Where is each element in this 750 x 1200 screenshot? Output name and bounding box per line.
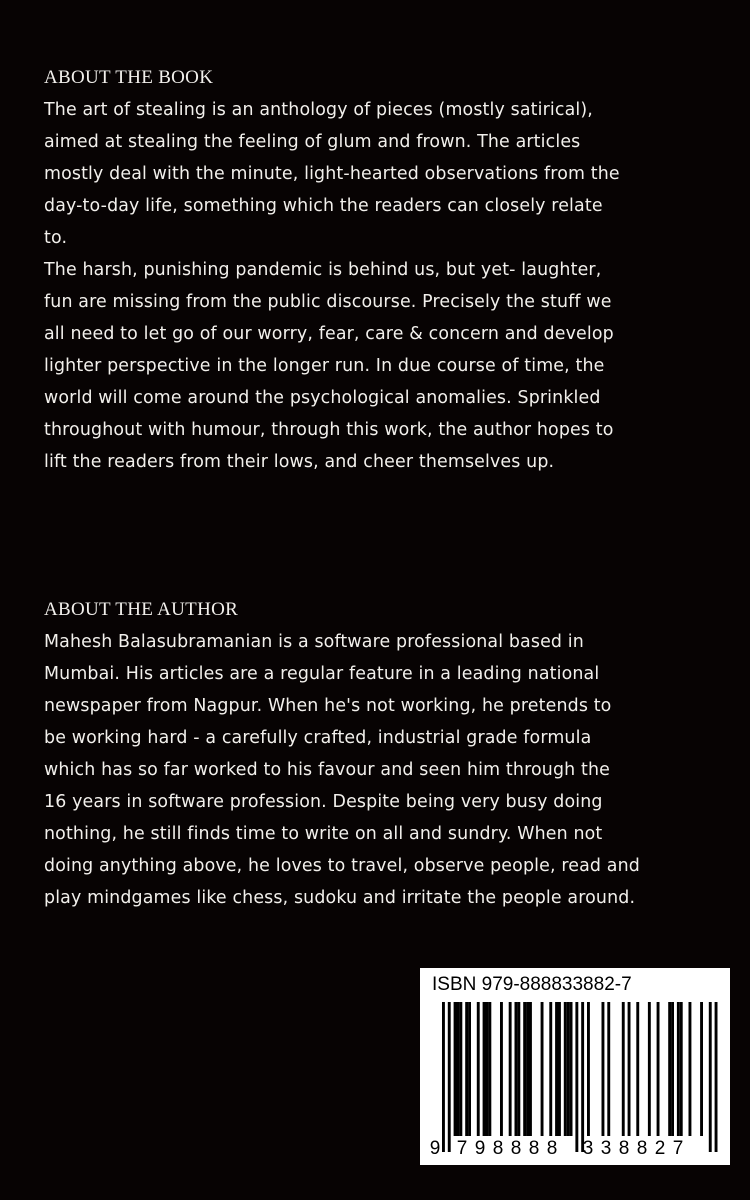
isbn-label: ISBN 979-888833882-7 bbox=[432, 974, 632, 995]
barcode-bar bbox=[567, 1002, 570, 1136]
barcode-bar bbox=[526, 1002, 529, 1136]
barcode-bar bbox=[465, 1002, 468, 1136]
barcode-guard-bar bbox=[442, 1002, 445, 1152]
barcode-bar bbox=[477, 1002, 480, 1136]
barcode-digit: 8 bbox=[510, 1138, 522, 1159]
about-author-line: which has so far worked to his favour and seen him through the bbox=[44, 760, 610, 780]
barcode-bars bbox=[420, 968, 730, 1165]
barcode-bar bbox=[486, 1002, 489, 1136]
barcode-bar bbox=[677, 1002, 680, 1136]
barcode-guard-bar bbox=[575, 1002, 578, 1152]
barcode-digit: 2 bbox=[654, 1138, 666, 1159]
barcode-bar bbox=[648, 1002, 651, 1136]
about-book-line: aimed at stealing the feeling of glum and frown. The articles bbox=[44, 132, 581, 152]
barcode-digit: 7 bbox=[456, 1138, 468, 1159]
barcode-bar bbox=[607, 1002, 610, 1136]
barcode-digit: 3 bbox=[582, 1138, 594, 1159]
barcode-bar bbox=[500, 1002, 503, 1136]
about-book-line: lighter perspective in the longer run. In due course of time, the bbox=[44, 356, 605, 376]
barcode-bar bbox=[459, 1002, 462, 1136]
barcode-bar bbox=[570, 1002, 573, 1136]
barcode-digit: 8 bbox=[546, 1138, 558, 1159]
barcode-digit: 8 bbox=[618, 1138, 630, 1159]
about-author-line: doing anything above, he loves to travel, observe people, read and bbox=[44, 856, 640, 876]
barcode-bar bbox=[483, 1002, 486, 1136]
barcode-bar bbox=[509, 1002, 512, 1136]
barcode-bar bbox=[515, 1002, 518, 1136]
barcode-bar bbox=[700, 1002, 703, 1136]
barcode-guard-bar bbox=[715, 1002, 718, 1152]
about-author-heading: ABOUT THE AUTHOR bbox=[44, 599, 239, 620]
barcode-bar bbox=[488, 1002, 491, 1136]
barcode-bar bbox=[680, 1002, 683, 1136]
about-book-line: all need to let go of our worry, fear, care & concern and develop bbox=[44, 324, 614, 344]
barcode-bar bbox=[529, 1002, 532, 1136]
barcode-bar bbox=[558, 1002, 561, 1136]
barcode-guard-bar bbox=[448, 1002, 451, 1152]
barcode-bar bbox=[523, 1002, 526, 1136]
about-author-line: be working hard - a carefully crafted, industrial grade formula bbox=[44, 728, 592, 748]
isbn-barcode bbox=[420, 968, 730, 1165]
barcode-digit: 9 bbox=[429, 1138, 441, 1159]
about-book-line: lift the readers from their lows, and cheer themselves up. bbox=[44, 452, 555, 472]
barcode-bar bbox=[689, 1002, 692, 1136]
barcode-bar bbox=[517, 1002, 520, 1136]
about-author-line: Mumbai. His articles are a regular feature in a leading national bbox=[44, 664, 600, 684]
barcode-digit: 8 bbox=[492, 1138, 504, 1159]
barcode-bar bbox=[555, 1002, 558, 1136]
barcode-bar bbox=[622, 1002, 625, 1136]
about-book-section bbox=[44, 62, 724, 478]
barcode-digit: 8 bbox=[636, 1138, 648, 1159]
barcode-digit: 3 bbox=[600, 1138, 612, 1159]
about-author-line: nothing, he still finds time to write on all and sundry. When not bbox=[44, 824, 603, 844]
about-author-line: play mindgames like chess, sudoku and irritate the people around. bbox=[44, 888, 636, 908]
barcode-bar bbox=[668, 1002, 671, 1136]
barcode-guard-bar bbox=[709, 1002, 712, 1152]
barcode-bar bbox=[636, 1002, 639, 1136]
about-author-line: 16 years in software profession. Despite being very busy doing bbox=[44, 792, 603, 812]
about-book-line: mostly deal with the minute, light-hearted observations from the bbox=[44, 164, 620, 184]
about-book-line: The harsh, punishing pandemic is behind us, but yet- laughter, bbox=[44, 260, 602, 280]
about-book-line: The art of stealing is an anthology of pieces (mostly satirical), bbox=[44, 100, 593, 120]
barcode-digit: 9 bbox=[474, 1138, 486, 1159]
barcode-bar bbox=[657, 1002, 660, 1136]
about-author-line: Mahesh Balasubramanian is a software professional based in bbox=[44, 632, 584, 652]
barcode-bar bbox=[671, 1002, 674, 1136]
barcode-guard-bar bbox=[581, 1002, 584, 1152]
barcode-digit: 7 bbox=[672, 1138, 684, 1159]
about-book-line: to. bbox=[44, 228, 68, 248]
barcode-bar bbox=[541, 1002, 544, 1136]
about-book-line: day-to-day life, something which the readers can closely relate bbox=[44, 196, 603, 216]
barcode-bar bbox=[457, 1002, 460, 1136]
about-book-line: world will come around the psychological anomalies. Sprinkled bbox=[44, 388, 601, 408]
about-book-heading: ABOUT THE BOOK bbox=[44, 67, 214, 88]
barcode-bar bbox=[628, 1002, 631, 1136]
barcode-bar bbox=[454, 1002, 457, 1136]
barcode-bar bbox=[549, 1002, 552, 1136]
barcode-bar bbox=[468, 1002, 471, 1136]
about-author-line: newspaper from Nagpur. When he's not working, he pretends to bbox=[44, 696, 612, 716]
about-book-line: fun are missing from the public discourse. Precisely the stuff we bbox=[44, 292, 612, 312]
barcode-bar bbox=[564, 1002, 567, 1136]
about-author-section bbox=[44, 594, 724, 914]
barcode-bar bbox=[587, 1002, 590, 1136]
barcode-bar bbox=[602, 1002, 605, 1136]
barcode-digit: 8 bbox=[528, 1138, 540, 1159]
about-book-line: throughout with humour, through this work, the author hopes to bbox=[44, 420, 614, 440]
